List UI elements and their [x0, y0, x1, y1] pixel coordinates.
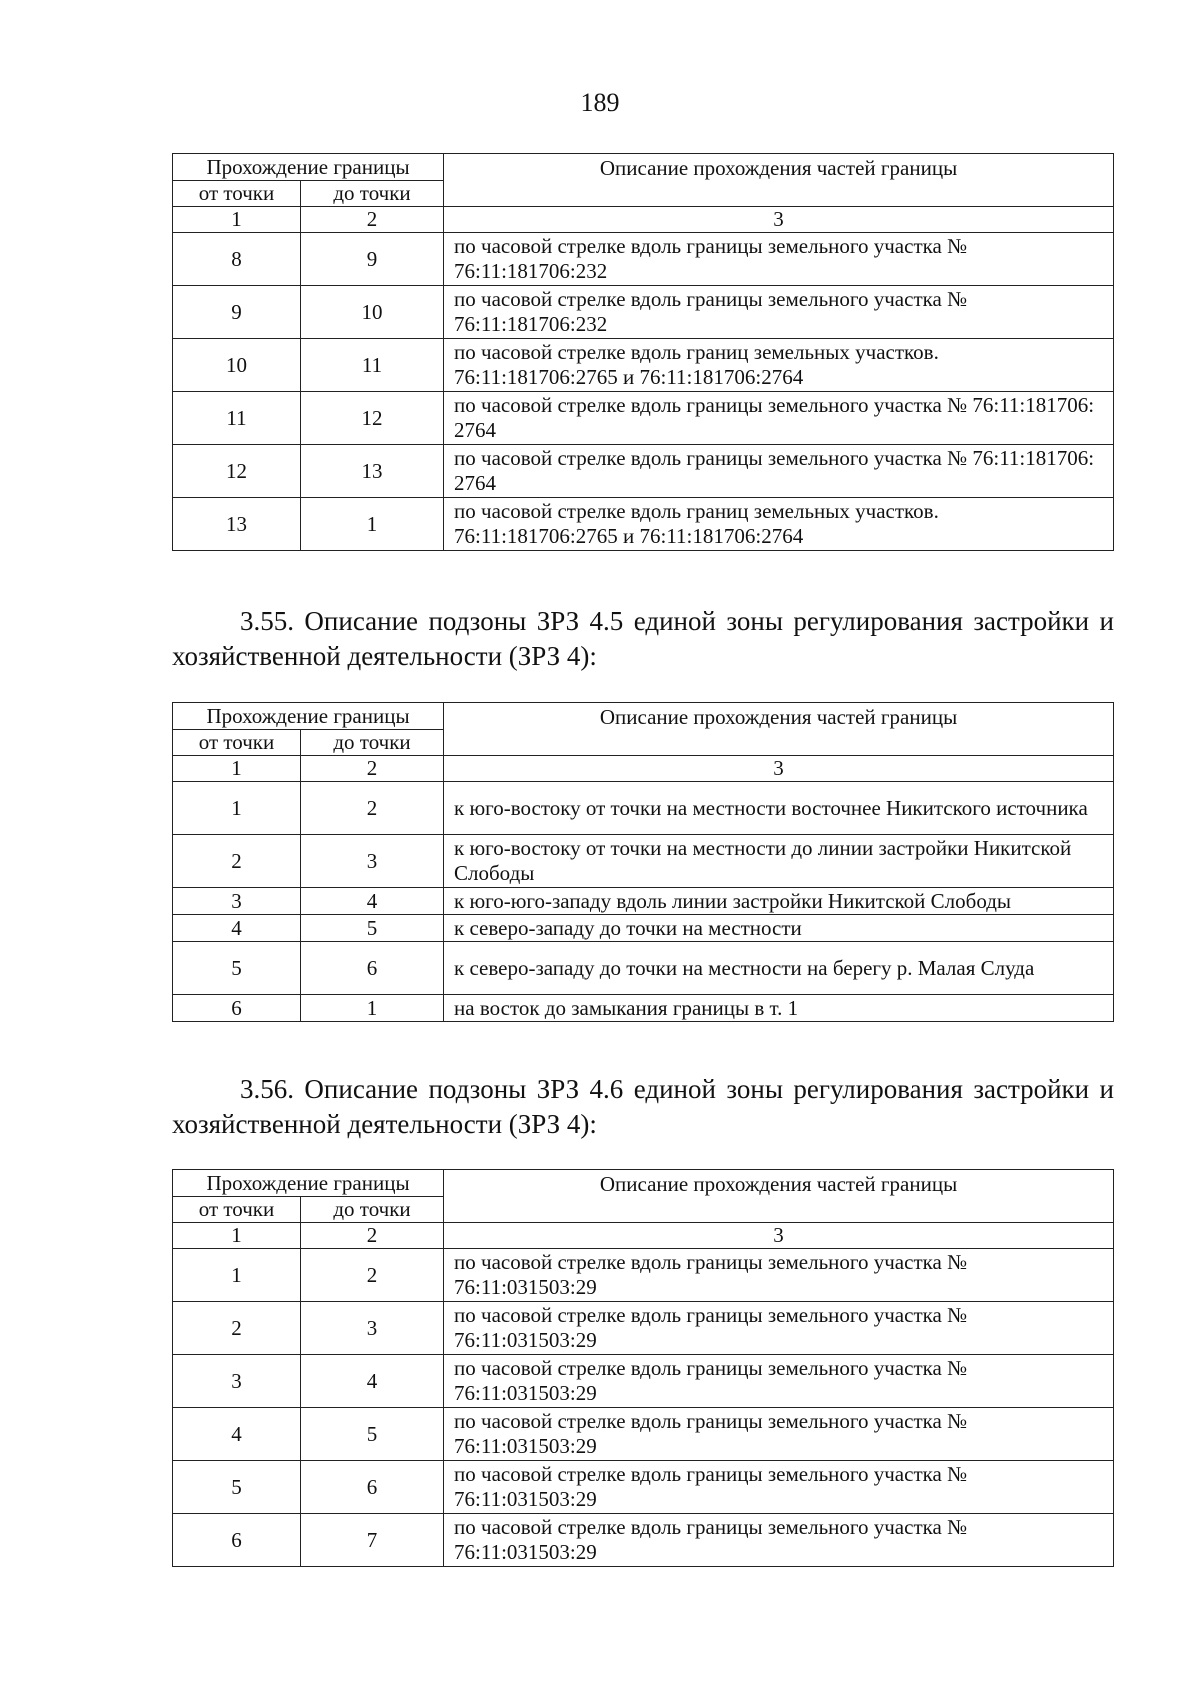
- header-to-point: до точки: [301, 181, 444, 207]
- to-point: 3: [301, 1302, 444, 1355]
- table-row: [173, 498, 1114, 551]
- to-point: 4: [301, 888, 444, 915]
- table-row: [173, 392, 1114, 445]
- boundary-description: по часовой стрелке вдоль границ земельных участков. 76:11:181706:2765 и 76:11:181706:2764: [444, 339, 1114, 392]
- section-heading-3-55: 3.55. Описание подзоны ЗРЗ 4.5 единой зоны регулирования застройки и хозяйственной деятельности (ЗРЗ 4):: [172, 606, 1114, 671]
- from-point: 12: [173, 445, 301, 498]
- boundary-description: по часовой стрелке вдоль границы земельного участка № 76:11:181706: 2764: [444, 445, 1114, 498]
- boundary-description: к юго-юго-западу вдоль линии застройки Никитской Слободы: [444, 888, 1114, 915]
- boundary-description: по часовой стрелке вдоль границы земельного участка № 76:11:031503:29: [444, 1249, 1114, 1302]
- table-row: [173, 995, 1114, 1022]
- header-boundary-passage: Прохождение границы: [173, 1170, 444, 1197]
- from-point: 3: [173, 888, 301, 915]
- boundary-description: к юго-востоку от точки на местности до линии застройки Никитской Слободы: [444, 835, 1114, 888]
- from-point: 5: [173, 942, 301, 995]
- to-point: 1: [301, 995, 444, 1022]
- header-col-number-2: 2: [301, 1223, 444, 1249]
- header-from-point: от точки: [173, 1197, 301, 1223]
- to-point: 5: [301, 1408, 444, 1461]
- header-col-number-3: 3: [444, 756, 1114, 782]
- boundary-description: по часовой стрелке вдоль границы земельного участка № 76:11:031503:29: [444, 1302, 1114, 1355]
- to-point: 5: [301, 915, 444, 942]
- from-point: 9: [173, 286, 301, 339]
- to-point: 6: [301, 942, 444, 995]
- table-row: [173, 1461, 1114, 1514]
- table-row: [173, 339, 1114, 392]
- boundary-description: по часовой стрелке вдоль границы земельного участка № 76:11:181706:232: [444, 233, 1114, 286]
- boundary-description: к юго-востоку от точки на местности восточнее Никитского источника: [444, 782, 1114, 835]
- from-point: 11: [173, 392, 301, 445]
- from-point: 2: [173, 835, 301, 888]
- boundary-description: по часовой стрелке вдоль границ земельных участков. 76:11:181706:2765 и 76:11:181706:2764: [444, 498, 1114, 551]
- boundary-description: к северо-западу до точки на местности на берегу р. Малая Слуда: [444, 942, 1114, 995]
- to-point: 7: [301, 1514, 444, 1567]
- header-col-number-1: 1: [173, 207, 301, 233]
- header-col-number-2: 2: [301, 756, 444, 782]
- header-description: Описание прохождения частей границы: [444, 154, 1114, 207]
- header-from-point: от точки: [173, 730, 301, 756]
- from-point: 10: [173, 339, 301, 392]
- to-point: 6: [301, 1461, 444, 1514]
- boundary-description: по часовой стрелке вдоль границы земельного участка № 76:11:031503:29: [444, 1408, 1114, 1461]
- table-row: [173, 1514, 1114, 1567]
- boundary-table-1: [172, 153, 1114, 551]
- to-point: 12: [301, 392, 444, 445]
- from-point: 3: [173, 1355, 301, 1408]
- table-row: [173, 942, 1114, 995]
- table-row: [173, 888, 1114, 915]
- to-point: 2: [301, 1249, 444, 1302]
- to-point: 10: [301, 286, 444, 339]
- header-col-number-2: 2: [301, 207, 444, 233]
- header-to-point: до точки: [301, 730, 444, 756]
- from-point: 13: [173, 498, 301, 551]
- from-point: 1: [173, 782, 301, 835]
- to-point: 1: [301, 498, 444, 551]
- from-point: 6: [173, 995, 301, 1022]
- header-to-point: до точки: [301, 1197, 444, 1223]
- header-boundary-passage: Прохождение границы: [173, 703, 444, 730]
- boundary-description: на восток до замыкания границы в т. 1: [444, 995, 1114, 1022]
- header-description: Описание прохождения частей границы: [444, 1170, 1114, 1223]
- header-col-number-3: 3: [444, 1223, 1114, 1249]
- table-row: [173, 1355, 1114, 1408]
- table-row: [173, 782, 1114, 835]
- section-heading-3-56: 3.56. Описание подзоны ЗРЗ 4.6 единой зоны регулирования застройки и хозяйственной деятельности (ЗРЗ 4):: [172, 1074, 1114, 1139]
- boundary-description: к северо-западу до точки на местности: [444, 915, 1114, 942]
- header-from-point: от точки: [173, 181, 301, 207]
- table-row: [173, 1249, 1114, 1302]
- table-row: [173, 1302, 1114, 1355]
- from-point: 4: [173, 1408, 301, 1461]
- boundary-description: по часовой стрелке вдоль границы земельного участка № 76:11:031503:29: [444, 1461, 1114, 1514]
- boundary-description: по часовой стрелке вдоль границы земельного участка № 76:11:181706: 2764: [444, 392, 1114, 445]
- header-description: Описание прохождения частей границы: [444, 703, 1114, 756]
- boundary-table-3: [172, 1169, 1114, 1567]
- table-row: [173, 1408, 1114, 1461]
- to-point: 4: [301, 1355, 444, 1408]
- header-col-number-1: 1: [173, 756, 301, 782]
- header-col-number-3: 3: [444, 207, 1114, 233]
- to-point: 3: [301, 835, 444, 888]
- from-point: 2: [173, 1302, 301, 1355]
- boundary-description: по часовой стрелке вдоль границы земельного участка № 76:11:031503:29: [444, 1514, 1114, 1567]
- from-point: 5: [173, 1461, 301, 1514]
- from-point: 4: [173, 915, 301, 942]
- to-point: 2: [301, 782, 444, 835]
- table-row: [173, 286, 1114, 339]
- from-point: 6: [173, 1514, 301, 1567]
- to-point: 13: [301, 445, 444, 498]
- boundary-description: по часовой стрелке вдоль границы земельного участка № 76:11:181706:232: [444, 286, 1114, 339]
- from-point: 8: [173, 233, 301, 286]
- table-row: [173, 233, 1114, 286]
- header-boundary-passage: Прохождение границы: [173, 154, 444, 181]
- header-col-number-1: 1: [173, 1223, 301, 1249]
- to-point: 9: [301, 233, 444, 286]
- to-point: 11: [301, 339, 444, 392]
- table-row: [173, 835, 1114, 888]
- table-row: [173, 915, 1114, 942]
- boundary-table-2: [172, 702, 1114, 1022]
- table-row: [173, 445, 1114, 498]
- from-point: 1: [173, 1249, 301, 1302]
- page-number: 189: [580, 88, 620, 117]
- boundary-description: по часовой стрелке вдоль границы земельного участка № 76:11:031503:29: [444, 1355, 1114, 1408]
